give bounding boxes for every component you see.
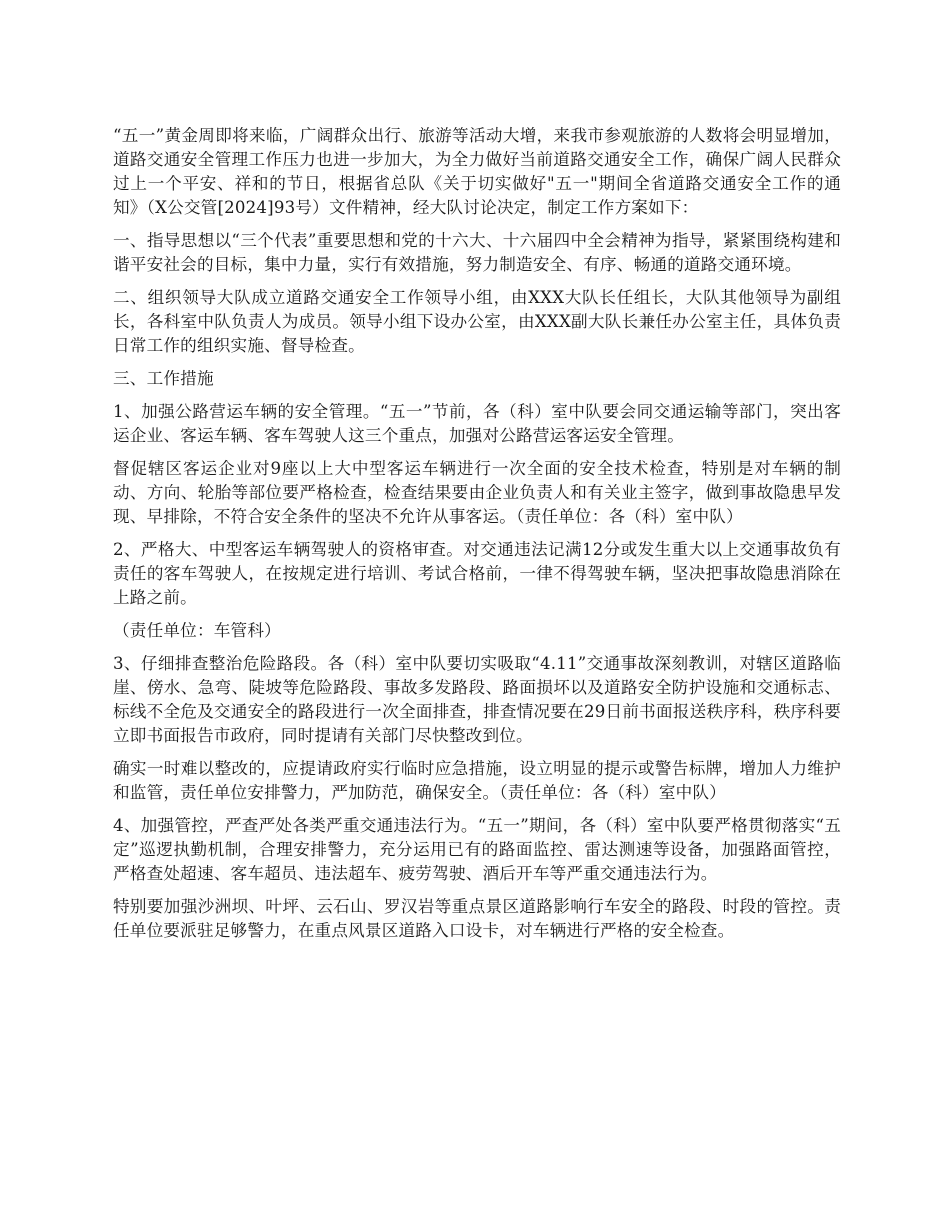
paragraph-measure-3: 3、仔细排查整治危险路段。各（科）室中队要切实吸取“4.11”交通事故深刻教训，对辖区道路临崖、傍水、急弯、陡坡等危险路段、事故多发路段、路面损坏以及道路安全防护设施和交通标志、标线不全危及交通安全的路段进行一次全面排查，排查情况要在29日前书面报送秩序科，秩序科要立即书面报告市政府，同时提请有关部门尽快整改到位。 — [113, 654, 841, 745]
paragraph-intro: “五一”黄金周即将来临，广阔群众出行、旅游等活动大增，来我市参观旅游的人数将会明显增加，道路交通安全管理工作压力也进一步加大，为全力做好当前道路交通安全工作，确保广阔人民群众过上一个平安、祥和的节日，根据省总队《关于切实做好"五一"期间全省道路交通安全工作的通知》（X公交管[2024]93号）文件精神，经大队讨论决定，制定工作方案如下： — [113, 126, 841, 217]
paragraph-measure-2-responsibility: （责任单位：车管科） — [113, 621, 281, 640]
paragraph-measure-1: 1、加强公路营运车辆的安全管理。“五一”节前，各（科）室中队要会同交通运输等部门，突出客运企业、客运车辆、客车驾驶人这三个重点，加强对公路营运客运安全管理。 — [113, 402, 841, 445]
document-body — [113, 124, 841, 952]
paragraph-measure-4-detail: 特别要加强沙洲坝、叶坪、云石山、罗汉岩等重点景区道路影响行车安全的路段、时段的管控。责任单位要派驻足够警力，在重点风景区道路入口设卡，对车辆进行严格的安全检查。 — [113, 897, 841, 940]
paragraph-measure-3-detail: 确实一时难以整改的，应提请政府实行临时应急措施，设立明显的提示或警告标牌，增加人力维护和监管，责任单位安排警力，严加防范，确保安全。（责任单位：各（科）室中队） — [113, 759, 841, 802]
paragraph-measure-4: 4、加强管控，严查严处各类严重交通违法行为。“五一”期间，各（科）室中队要严格贯彻落实“五定”巡逻执勤机制，合理安排警力，充分运用已有的路面监控、雷达测速等设备，加强路面管控，严格查处超速、客车超员、违法超车、疲劳驾驶、酒后开车等严重交通违法行为。 — [113, 816, 841, 883]
paragraph-measure-1-detail: 督促辖区客运企业对9座以上大中型客运车辆进行一次全面的安全技术检查，特别是对车辆的制动、方向、轮胎等部位要严格检查，检查结果要由企业负责人和有关业主签字，做到事故隐患早发现、早排除，不符合安全条件的坚决不允许从事客运。（责任单位：各（科）室中队） — [113, 459, 841, 526]
paragraph-organization: 二、组织领导大队成立道路交通安全工作领导小组，由XXX大队长任组长，大队其他领导为副组长，各科室中队负责人为成员。领导小组下设办公室，由XXX副大队长兼任办公室主任，具体负责日常工作的组织实施、督导检查。 — [113, 288, 841, 355]
section-heading-measures: 三、工作措施 — [113, 369, 214, 388]
paragraph-guiding-ideology: 一、指导思想以“三个代表”重要思想和党的十六大、十六届四中全会精神为指导，紧紧围绕构建和谐平安社会的目标，集中力量，实行有效措施，努力制造安全、有序、畅通的道路交通环境。 — [113, 231, 841, 274]
paragraph-measure-2: 2、严格大、中型客运车辆驾驶人的资格审查。对交通违法记满12分或发生重大以上交通事故负有责任的客车驾驶人，在按规定进行培训、考试合格前，一律不得驾驶车辆，坚决把事故隐患消除在上路之前。 — [113, 540, 841, 607]
